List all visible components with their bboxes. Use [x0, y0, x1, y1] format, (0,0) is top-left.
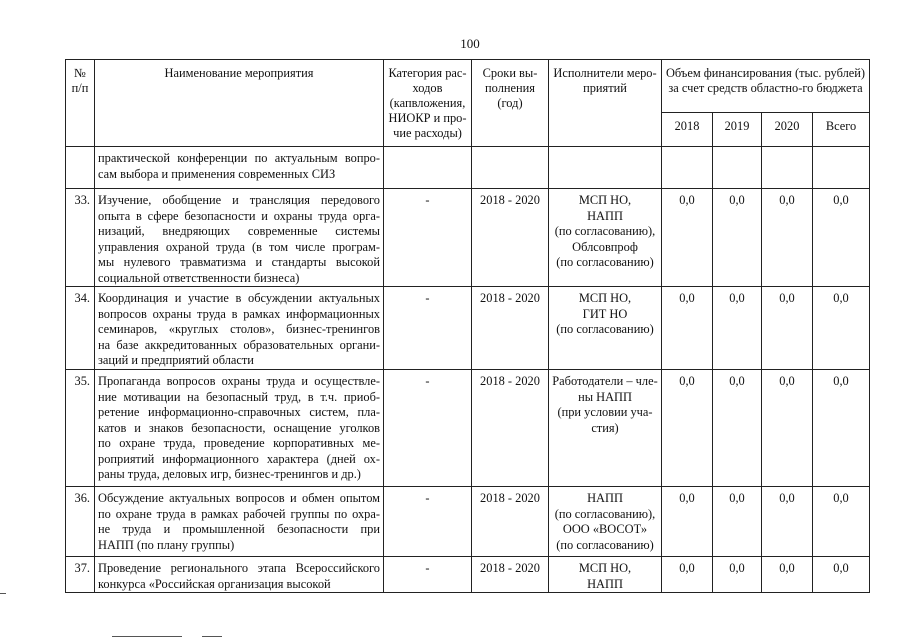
activity-name-line: не труда и промышленной безопасности при: [98, 522, 380, 536]
funding-2019: 0,0: [713, 487, 762, 557]
executor-line: (по согласованию): [556, 322, 654, 336]
execution-term: [472, 147, 549, 189]
row-number: 33.: [66, 189, 95, 287]
table-row: [66, 487, 870, 557]
funding-2019: 0,0: [713, 557, 762, 593]
activity-name-line: раны труда, деловых игр, бизнес-тренингов и др.): [98, 467, 361, 481]
executors: [549, 189, 662, 287]
row-number: 37.: [66, 557, 95, 593]
funding-2019: 0,0: [713, 189, 762, 287]
execution-term: 2018 - 2020: [472, 487, 549, 557]
funding-2019: 0,0: [713, 287, 762, 370]
activity-name-line: ние мотивации на безопасный труд, в т.ч. приоб-: [98, 389, 380, 404]
activity-name-line: НАПП (по плану группы): [98, 537, 235, 552]
header-name: Наименование мероприятия: [95, 60, 384, 147]
header-category: Категория рас-ходов (капвложения, НИОКР и про-чие расходы): [384, 60, 472, 147]
activity-name-line: по охране труда, проведение корпоративных ме-: [98, 436, 380, 450]
activity-name-line: Пропаганда вопросов охраны труда и осуществле-: [98, 374, 380, 388]
activity-name-line: опыта в сфере безопасности и охраны труда орга-: [98, 208, 380, 223]
table-header: [66, 60, 870, 147]
executor-line: ГИТ НО: [582, 306, 628, 321]
activity-name-line: сам выбора и применения современных СИЗ: [98, 166, 336, 181]
table-row: [66, 370, 870, 487]
executors: [549, 487, 662, 557]
executor-line: (по согласованию): [556, 255, 654, 269]
activity-name-line: управления охраной труда (в том числе програм-: [98, 239, 380, 254]
executor-line: НАПП: [587, 576, 623, 591]
expense-category: -: [384, 557, 472, 593]
scan-artifact-line: [0, 593, 6, 594]
funding-2018: 0,0: [662, 287, 713, 370]
header-funding: Объем финансирования (тыс. рублей) за счет средств областно-го бюджета: [662, 60, 870, 113]
executor-line: (по согласованию),: [554, 224, 656, 238]
funding-2020: 0,0: [762, 487, 813, 557]
executors: [549, 370, 662, 487]
executor-line: МСП НО,: [578, 291, 632, 305]
table-body: [66, 147, 870, 593]
funding-2020: 0,0: [762, 557, 813, 593]
activity-name-line: конкурса «Российская организация высокой: [98, 576, 331, 591]
header-num: № п/п: [66, 60, 95, 147]
executor-line: НАПП: [587, 208, 623, 223]
activity-name-line: мы нулевого травматизма и стандарты высокой: [98, 255, 380, 269]
funding-2020: 0,0: [762, 287, 813, 370]
row-number: 36.: [66, 487, 95, 557]
funding-total: 0,0: [813, 189, 870, 287]
row-number: 34.: [66, 287, 95, 370]
activity-name-line: роприятий информационного характера (дней ох-: [98, 451, 380, 466]
table-row: [66, 189, 870, 287]
activity-name: [95, 287, 384, 370]
execution-term: 2018 - 2020: [472, 557, 549, 593]
row-number: [66, 147, 95, 189]
activity-name-line: Изучение, обобщение и трансляция передового: [98, 193, 380, 207]
header-total: Всего: [813, 113, 870, 147]
funding-2018: 0,0: [662, 487, 713, 557]
header-executors: Исполнители меро-приятий: [549, 60, 662, 147]
activity-name: [95, 370, 384, 487]
activity-name: [95, 487, 384, 557]
executors: [549, 147, 662, 189]
funding-total: 0,0: [813, 287, 870, 370]
expense-category: -: [384, 487, 472, 557]
table-row: [66, 557, 870, 593]
header-year-2019: 2019: [713, 113, 762, 147]
funding-total: 0,0: [813, 557, 870, 593]
execution-term: 2018 - 2020: [472, 370, 549, 487]
activities-table: [65, 59, 870, 593]
executor-line: Облсовпроф: [572, 239, 638, 254]
header-term: Сроки вы-полнения (год): [472, 60, 549, 147]
activity-name-line: социальной ответственности бизнеса): [98, 270, 300, 285]
scan-artifact-line: [112, 636, 182, 637]
funding-2018: 0,0: [662, 557, 713, 593]
activity-name-line: ретение информационно-справочных систем, пла-: [98, 405, 380, 419]
activity-name-line: Координация и участие в обсуждении актуальных: [98, 291, 380, 305]
funding-2019: 0,0: [713, 370, 762, 487]
funding-2018: 0,0: [662, 370, 713, 487]
expense-category: -: [384, 287, 472, 370]
expense-category: [384, 147, 472, 189]
executor-line: Работодатели – чле-: [552, 374, 658, 388]
executor-line: МСП НО,: [578, 193, 632, 207]
executor-line: ны НАПП: [578, 389, 632, 404]
executors: [549, 557, 662, 593]
executor-line: МСП НО,: [578, 561, 632, 575]
activity-name: [95, 147, 384, 189]
execution-term: 2018 - 2020: [472, 287, 549, 370]
activity-name: [95, 189, 384, 287]
executor-line: стия): [591, 420, 619, 435]
table-row: [66, 147, 870, 189]
executor-line: ООО «ВОСОТ»: [562, 522, 648, 536]
activity-name-line: семинаров, «круглых столов», бизнес-тренингов: [98, 322, 380, 336]
activity-name-line: катов и знаков безопасности, оснащение уголков: [98, 420, 380, 435]
funding-total: 0,0: [813, 370, 870, 487]
activity-name: [95, 557, 384, 593]
funding-2018: [662, 147, 713, 189]
row-number: 35.: [66, 370, 95, 487]
page-number: 100: [460, 36, 480, 51]
activity-name-line: на базе аккредитованных образовательных органи-: [98, 337, 380, 352]
executor-line: (по согласованию): [556, 537, 654, 552]
header-year-2020: 2020: [762, 113, 813, 147]
header-year-2018: 2018: [662, 113, 713, 147]
funding-total: 0,0: [813, 487, 870, 557]
activity-name-line: вопросов охраны труда в рамках информационных: [98, 306, 380, 321]
activity-name-line: практической конференции по актуальным вопро-: [98, 151, 380, 165]
funding-2018: 0,0: [662, 189, 713, 287]
activity-name-line: Проведение регионального этапа Всероссийского: [98, 561, 380, 575]
activity-name-line: Обсуждение актуальных вопросов и обмен опытом: [98, 491, 380, 505]
expense-category: -: [384, 189, 472, 287]
funding-2019: [713, 147, 762, 189]
executor-line: (по согласованию),: [554, 506, 656, 521]
activity-name-line: по охране труда в рамках рабочей группы по охра-: [98, 506, 380, 521]
execution-term: 2018 - 2020: [472, 189, 549, 287]
activity-name-line: низаций, внедряющих современные системы: [98, 224, 380, 238]
funding-total: [813, 147, 870, 189]
executor-line: НАПП: [587, 491, 623, 505]
scan-artifact-line: [202, 636, 222, 637]
activity-name-line: заций и предприятий области: [98, 353, 254, 367]
executor-line: (при условии уча-: [557, 405, 653, 419]
expense-category: -: [384, 370, 472, 487]
funding-2020: 0,0: [762, 189, 813, 287]
table-row: [66, 287, 870, 370]
funding-2020: [762, 147, 813, 189]
funding-2020: 0,0: [762, 370, 813, 487]
executors: [549, 287, 662, 370]
